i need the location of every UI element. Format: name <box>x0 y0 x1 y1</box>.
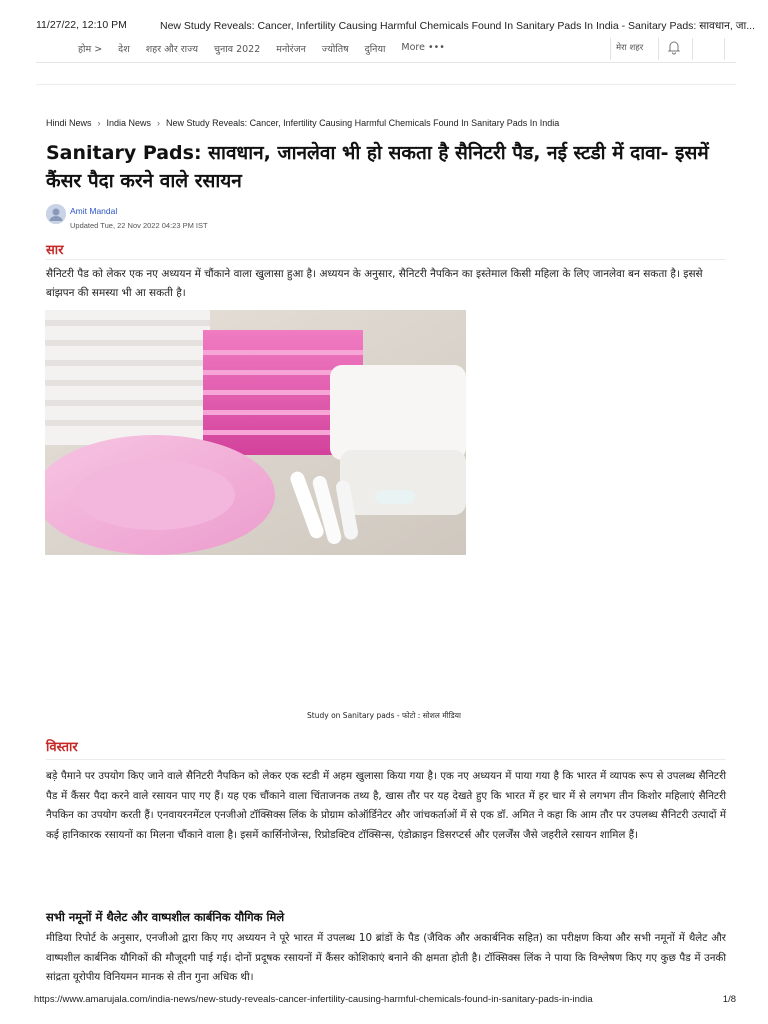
nav-item-election[interactable]: चुनाव 2022 <box>214 44 261 55</box>
author-box <box>46 204 346 234</box>
detail-label: विस्तार <box>46 740 78 755</box>
print-footer <box>0 994 768 1014</box>
nav-divider <box>724 38 725 60</box>
nav-divider <box>610 38 611 60</box>
top-navigation <box>36 36 736 63</box>
my-city-link[interactable]: मेरा शहर <box>616 43 644 53</box>
breadcrumb-separator: › <box>97 118 101 128</box>
page-url[interactable]: https://www.amarujala.com/india-news/new-study-reveals-cancer-infertility-causing-harmful-chemicals-found-in-sanitary-pads-in-india <box>34 994 593 1005</box>
article-body-paragraph: बड़े पैमाने पर उपयोग किए जाने वाले सैनिटरी नैपकिन को लेकर एक स्टडी में अहम खुलासा किया गया है। एक नए अध्ययन में पाया गया है कि भारत में व्यापक रूप से उपलब्ध सैनिटरी पैड में कैंसर पैदा करने वाले रसायन पाए गए हैं। यह एक चौंकाने वाला चिंताजनक तथ्य है, खास तौर पर यह देखते हुए कि भारत में हर चार में से लगभग तीन किशोर महिलाएं सैनिटरी नैपकिन का उपयोग करती हैं। एनवायरनमेंटल एनजीओ टॉक्सिक्स लिंक के प्रोग्राम कोऑर्डिनेटर और जांचकर्ताओं में से एक डॉ. अमित ने कहा कि आम तौर पर उपलब्ध सैनिटरी उत्पादों में कई हानिकारक रसायनों का मिलना चौंकाने वाला है। इसमें कार्सिनोजेन्स, रिप्रोडक्टिव टॉक्सिन्स, एंडोक्राइन डिसरप्टर्स और एलर्जेंस जैसे जहरीले रसायन शामिल हैं। <box>46 770 726 841</box>
print-page-title: New Study Reveals: Cancer, Infertility Causing Harmful Chemicals Found In Sanitary Pads In India - Sanitary Pads: सावधान, जा... <box>160 20 755 32</box>
nav-item-astrology[interactable]: ज्योतिष <box>321 44 349 55</box>
pink-pad-open <box>45 435 275 555</box>
print-datetime: 11/27/22, 12:10 PM <box>36 19 127 31</box>
nav-item-country[interactable]: देश <box>118 44 130 55</box>
breadcrumb-current-article: New Study Reveals: Cancer, Infertility Causing Harmful Chemicals Found In Sanitary Pads In India <box>166 118 560 128</box>
nav-item-more[interactable]: More ••• <box>401 42 445 53</box>
image-caption: Study on Sanitary pads - फोटो : सोशल मीडिया <box>307 711 461 720</box>
article-body-paragraph: मीडिया रिपोर्ट के अनुसार, एनजीओ द्वारा किए गए अध्ययन ने पूरे भारत में उपलब्ध 10 ब्रांडों के पैड (जैविक और अकार्बनिक सहित) का परीक्षण किया और सभी नमूनों में थैलेट और वाष्पशील कार्बनिक यौगिकों की मौजूदगी पाई गई। दोनों प्रदूषक रसायनों में कैंसर कोशिकाएं बनाने की क्षमता होती है। टॉक्सिक्स लिंक ने पाया कि विश्लेषण किए गए कुछ पैड में उनकी सांद्रता यूरोपीय विनियमन मानक से तीन गुना अधिक थी। <box>46 932 726 983</box>
breadcrumb-hindi-news[interactable]: Hindi News <box>46 118 92 128</box>
breadcrumb-india-news[interactable]: India News <box>106 118 152 128</box>
nav-divider <box>692 38 693 60</box>
section-divider <box>46 259 726 260</box>
print-header <box>0 0 768 36</box>
nav-menu <box>78 42 445 55</box>
page-number: 1/8 <box>722 994 736 1005</box>
avatar[interactable] <box>46 204 66 224</box>
nav-item-entertainment[interactable]: मनोरंजन <box>276 44 306 55</box>
nav-item-home[interactable]: होम > <box>78 44 103 55</box>
breadcrumb-separator: › <box>157 118 161 128</box>
article-subheading: सभी नमूनों में थैलेट और वाष्पशील कार्बनिक यौगिक मिले <box>46 910 285 924</box>
article-summary: सैनिटरी पैड को लेकर एक नए अध्ययन में चौंकाने वाला खुलासा हुआ है। अध्ययन के अनुसार, सैनिटरी नैपकिन का इस्तेमाल किसी महिला के लिए जानलेवा बन सकता है। इससे बांझपन की समस्या भी आ सकती है। <box>46 268 703 299</box>
nav-divider <box>658 38 659 60</box>
header-divider <box>36 84 736 85</box>
nav-item-world[interactable]: दुनिया <box>364 44 386 55</box>
bell-icon[interactable] <box>666 39 682 55</box>
white-pads-stack <box>45 310 210 445</box>
breadcrumb <box>46 118 559 128</box>
article-headline: Sanitary Pads: सावधान, जानलेवा भी हो सकता है सैनिटरी पैड, नई स्टडी में दावा- इसमें कैंसर पैदा करने वाले रसायन <box>46 142 709 192</box>
article-image <box>45 310 466 555</box>
nav-item-city-state[interactable]: शहर और राज्य <box>145 44 199 55</box>
section-divider <box>46 759 726 760</box>
summary-label: सार <box>46 243 64 258</box>
updated-timestamp: Updated Tue, 22 Nov 2022 04:23 PM IST <box>70 221 208 230</box>
author-name[interactable]: Amit Mandal <box>70 206 118 216</box>
